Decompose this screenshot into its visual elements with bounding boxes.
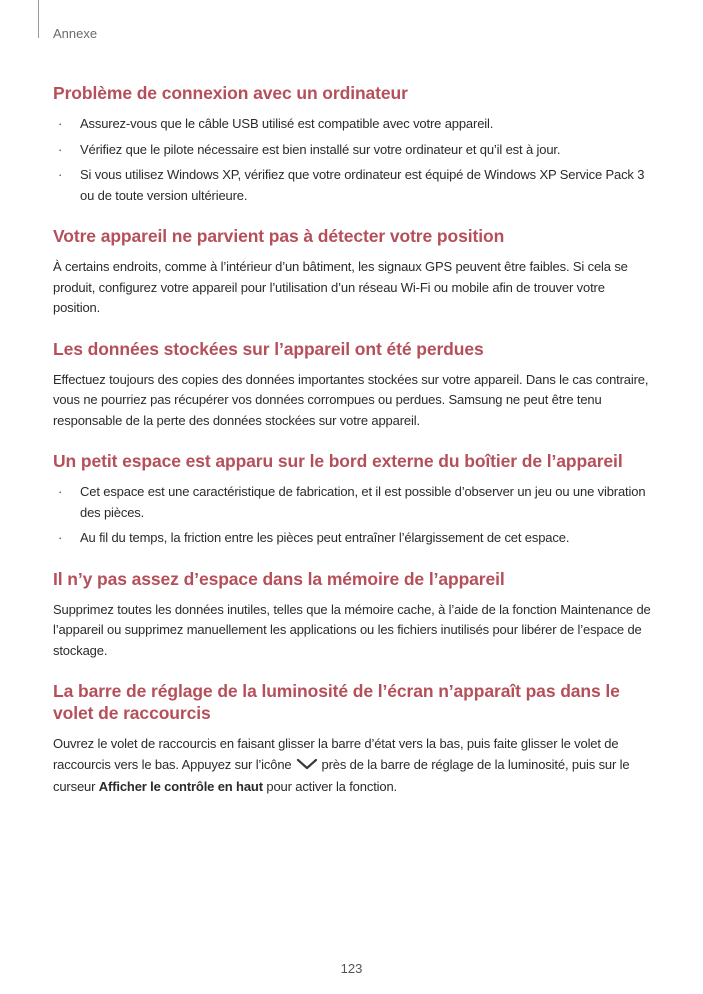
section-data-lost [53,338,653,432]
header-rule [38,0,39,38]
section-heading: Problème de connexion avec un ordinateur [53,83,408,103]
section-brightness-bar [53,680,653,798]
bullet-item: · Cet espace est une caractéristique de fabrication, et il est possible d’observer un jeu ou une vibration des pièces. [53,482,653,523]
section-paragraph: À certains endroits, comme à l’intérieur d’un bâtiment, les signaux GPS peuvent être faibles. Si cela se produit, configurez votre appareil pour l’utilisation d’un réseau Wi-Fi ou mobile afin de trouver votre position. [53,259,628,315]
chevron-down-icon [295,757,319,778]
bullet-list [53,482,653,549]
section-heading: Il n’y pas assez d’espace dans la mémoire de l’appareil [53,568,505,589]
section-storage [53,568,653,662]
section-heading: La barre de réglage de la luminosité de l’écran n’apparaît pas dans le volet de raccourcis [53,681,620,723]
paragraph-text: pour activer la fonction. [266,779,398,794]
setting-name: Afficher le contrôle en haut [98,779,263,794]
bullet-item: · Si vous utilisez Windows XP, vérifiez que votre ordinateur est équipé de Windows XP Service Pack 3 ou de toute version ultérieure. [53,165,653,206]
page-number: 123 [340,961,363,976]
bullet-list [53,114,653,206]
section-heading: Les données stockées sur l’appareil ont été perdues [53,338,484,359]
section-case-gap [53,450,653,549]
section-paragraph: Supprimez toutes les données inutiles, telles que la mémoire cache, à l’aide de la fonction Maintenance de l’appareil ou supprimez manuellement les applications ou les fichiers inutilisés pour libérer de l’espace de stockage. [53,601,651,658]
section-location [53,225,653,319]
section-paragraph: Effectuez toujours des copies des données importantes stockées sur votre appareil. Dans le cas contraire, vous ne pourriez pas récupérer vos données corrompues ou perdues. Samsung ne peut être tenu responsable de la perte des données stockées sur votre appareil. [53,371,649,428]
paragraph-text: Ouvrez le volet de raccourcis en faisant glisser la barre d’état vers la bas, puis faite glisser le volet de raccourcis vers le bas. Appuyez sur l’icône [53,736,619,772]
bullet-item: · Au fil du temps, la friction entre les pièces peut entraîner l’élargissement de cet espace. [53,528,653,549]
section-heading: Votre appareil ne parvient pas à détecter votre position [53,226,505,246]
document-body [53,82,653,817]
section-computer-connection [53,82,653,206]
running-head: Annexe [53,26,98,41]
bullet-item: · Assurez-vous que le câble USB utilisé est compatible avec votre appareil. [53,114,653,135]
section-paragraph [53,734,653,798]
bullet-item: · Vérifiez que le pilote nécessaire est bien installé sur votre ordinateur et qu’il est à jour. [53,140,653,161]
section-heading: Un petit espace est apparu sur le bord externe du boîtier de l’appareil [53,451,623,471]
paragraph-text: près de la barre de réglage de la luminosité, puis sur le curseur [53,756,630,794]
